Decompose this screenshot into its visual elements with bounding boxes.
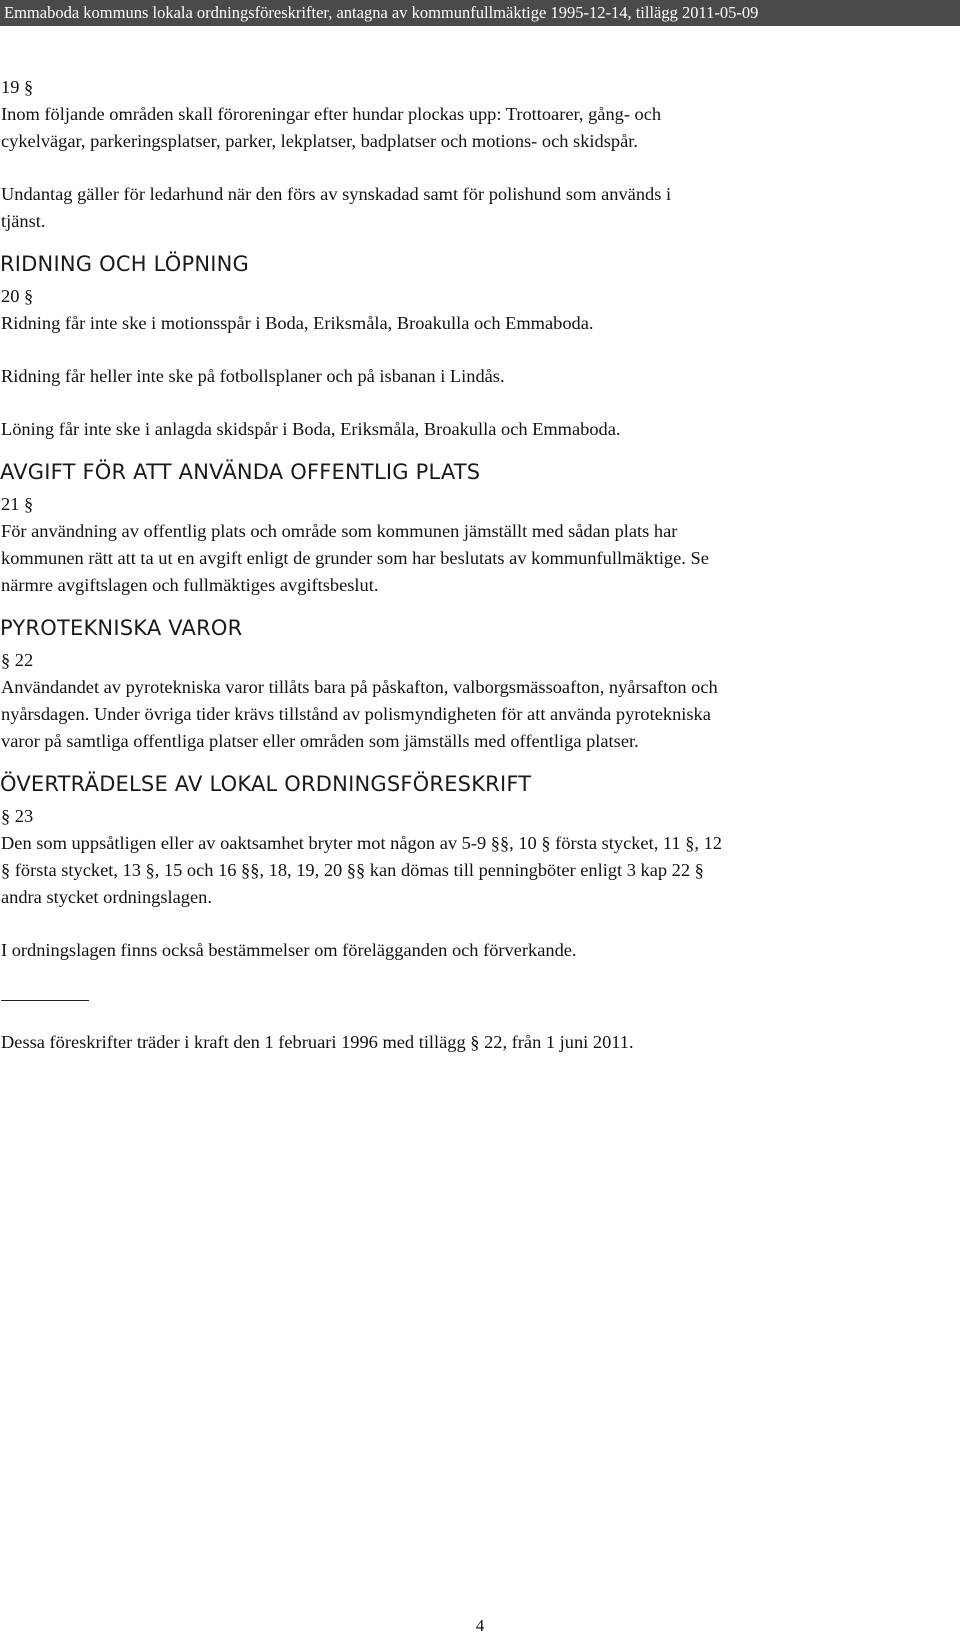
- text-line: § första stycket, 13 §, 15 och 16 §§, 18, 19, 20 §§ kan dömas till penningböter enligt 3 kap 22 §: [1, 860, 704, 880]
- text-line: Den som uppsåtligen eller av oaktsamhet bryter mot någon av 5-9 §§, 10 § första stycket, 11 §, 12: [1, 833, 722, 853]
- section-heading: AVGIFT FÖR ATT ANVÄNDA OFFENTLIG PLATS: [0, 460, 481, 484]
- text-line: varor på samtliga offentliga platser eller områden som jämställs med offentliga platser.: [1, 731, 639, 751]
- text-line: För användning av offentlig plats och område som kommunen jämställt med sådan plats har: [1, 521, 678, 541]
- paragraph-number: § 23: [1, 806, 34, 826]
- page-number: 4: [475, 1616, 485, 1635]
- separator-line: [1, 1000, 89, 1001]
- section-pyrotekniska: [0, 614, 960, 755]
- text-line: Inom följande områden skall föroreningar efter hundar plockas upp: Trottoarer, gång- och: [1, 104, 662, 124]
- text-line: I ordningslagen finns också bestämmelser om förelägganden och förverkande.: [1, 940, 577, 960]
- document-body: [0, 74, 960, 1056]
- text-line: nyårsdagen. Under övriga tider krävs tillstånd av polismyndigheten för att använda pyrotekniska: [1, 704, 711, 724]
- paragraph-number: § 22: [1, 650, 34, 670]
- document-header: Emmaboda kommuns lokala ordningsföreskrifter, antagna av kommunfullmäktige 1995-12-14, tillägg 2011-05-09: [0, 0, 960, 26]
- text-line: Ridning får inte ske i motionsspår i Boda, Eriksmåla, Broakulla och Emmaboda.: [1, 313, 594, 333]
- paragraph-number: 21 §: [1, 494, 34, 514]
- footer-note: Dessa föreskrifter träder i kraft den 1 februari 1996 med tillägg § 22, från 1 juni 2011.: [1, 1032, 634, 1052]
- section-heading: RIDNING OCH LÖPNING: [0, 252, 250, 276]
- section-ridning: [0, 250, 960, 443]
- paragraph-number: 19 §: [1, 77, 34, 97]
- text-line: andra stycket ordningslagen.: [1, 887, 212, 907]
- text-line: Ridning får heller inte ske på fotbollsplaner och på isbanan i Lindås.: [1, 366, 505, 386]
- section-heading: PYROTEKNISKA VAROR: [0, 616, 243, 640]
- text-line: Löning får inte ske i anlagda skidspår i Boda, Eriksmåla, Broakulla och Emmaboda.: [1, 419, 621, 439]
- text-line: närmre avgiftslagen och fullmäktiges avgiftsbeslut.: [1, 575, 379, 595]
- section-19: [0, 74, 960, 235]
- text-line: kommunen rätt att ta ut en avgift enligt de grunder som har beslutats av kommunfullmäktige. Se: [1, 548, 709, 568]
- text-line: tjänst.: [1, 211, 46, 231]
- paragraph-number: 20 §: [1, 286, 34, 306]
- text-line: Undantag gäller för ledarhund när den förs av synskadad samt för polishund som används i: [1, 184, 672, 204]
- text-line: Användandet av pyrotekniska varor tillåts bara på påskafton, valborgsmässoafton, nyårsafton och: [1, 677, 718, 697]
- section-heading: ÖVERTRÄDELSE AV LOKAL ORDNINGSFÖRESKRIFT: [0, 772, 532, 796]
- section-avgift: [0, 458, 960, 599]
- text-line: cykelvägar, parkeringsplatser, parker, lekplatser, badplatser och motions- och skidspår.: [1, 131, 638, 151]
- section-overtradelse: [0, 770, 960, 964]
